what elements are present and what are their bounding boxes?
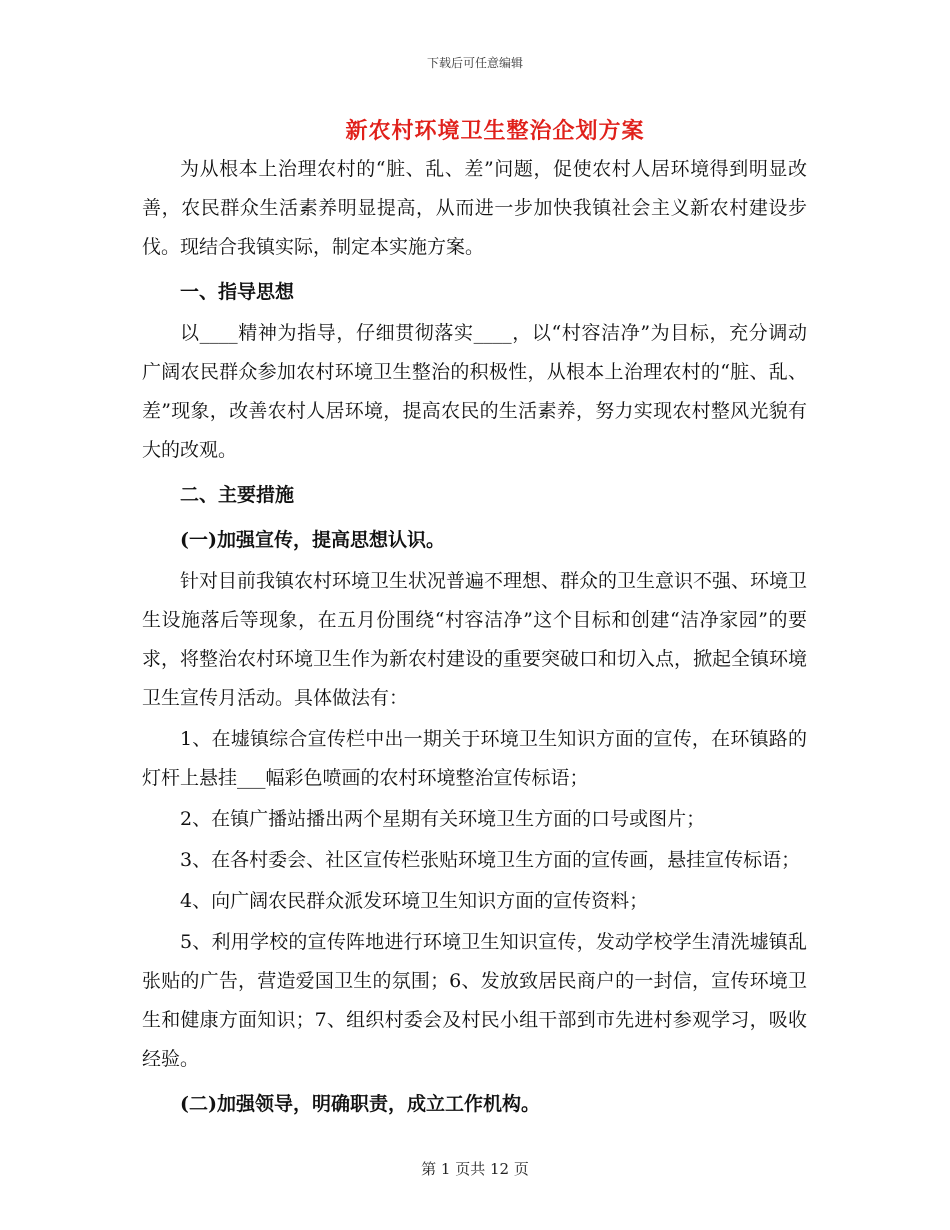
section-heading-main-measures: 二、主要措施 (180, 484, 295, 506)
measure-item-3: 3、在各村委会、社区宣传栏张贴环境卫生方面的宣传画，悬挂宣传标语； (180, 849, 801, 871)
intro-paragraph: 为从根本上治理农村的“脏、乱、差”问题，促使农村人居环境得到明显改善，农民群众生活素养明显提高，从而进一步加快我镇社会主义新农村建设步伐。现结合我镇实际，制定本实施方案。 (142, 158, 807, 258)
document-title: 新农村环境卫生整治企划方案 (345, 118, 645, 144)
document-body (142, 150, 807, 1126)
measure-item-5-7: 5、利用学校的宣传阵地进行环境卫生知识宣传，发动学校学生清洗墟镇乱张贴的广告，营造爱国卫生的氛围；6、发放致居民商户的一封信，宣传环境卫生和健康方面知识；7、组织村委会及村民小组干部到市先进村参观学习，吸收经验。 (142, 931, 807, 1070)
section-heading-guiding-ideology: 一、指导思想 (180, 281, 295, 303)
publicity-paragraph: 针对目前我镇农村环境卫生状况普遍不理想、群众的卫生意识不强、环境卫生设施落后等现象，在五月份围绕“村容洁净”这个目标和创建“洁净家园”的要求，将整治农村环境卫生作为新农村建设的重要突破口和切入点，掀起全镇环境卫生宣传月活动。具体做法有： (142, 570, 808, 709)
subsection-heading-leadership: (二)加强领导，明确职责，成立工作机构。 (180, 1093, 540, 1115)
guiding-ideology-paragraph: 以____精神为指导，仔细贯彻落实____，以“村容洁净”为目标，充分调动广阔农民群众参加农村环境卫生整治的积极性，从根本上治理农村的“脏、乱、差”现象，改善农村人居环境，提高农民的生活素养，努力实现农村整风光貌有大的改观。 (142, 322, 807, 461)
measure-item-2: 2、在镇广播站播出两个星期有关环境卫生方面的口号或图片； (180, 808, 706, 830)
subsection-heading-publicity: (一)加强宣传，提高思想认识。 (180, 529, 445, 551)
page-number: 第 1 页共 12 页 (421, 1160, 529, 1178)
measure-item-1: 1、在墟镇综合宣传栏中出一期关于环境卫生知识方面的宣传，在环镇路的灯杆上悬挂___幅彩色喷画的农村环境整治宣传标语； (142, 728, 807, 789)
header-note: 下载后可任意编辑 (426, 56, 523, 70)
measure-item-4: 4、向广阔农民群众派发环境卫生知识方面的宣传资料； (180, 890, 649, 912)
